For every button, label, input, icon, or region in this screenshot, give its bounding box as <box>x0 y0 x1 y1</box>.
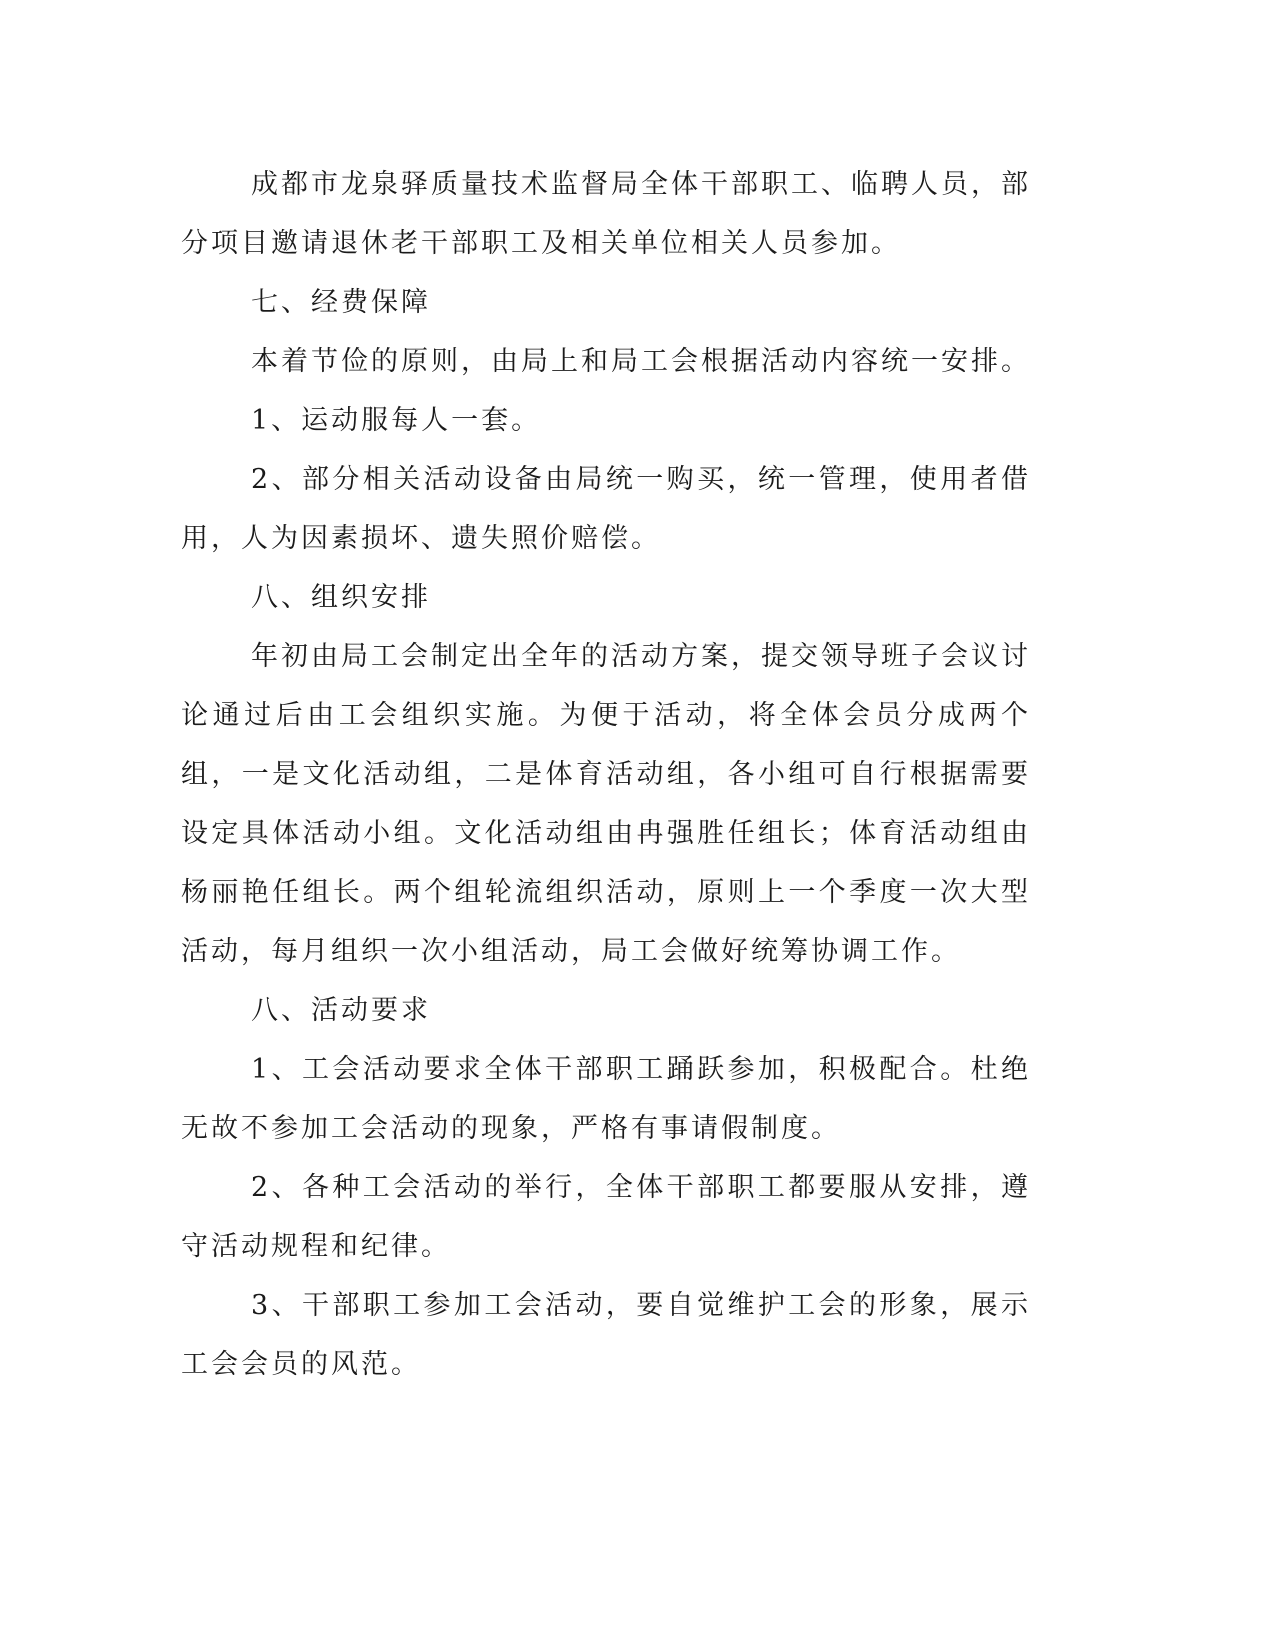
list-item-equipment: 2、部分相关活动设备由局统一购买，统一管理，使用者借用，人为因素损坏、遗失照价赔偿。 <box>181 464 1031 554</box>
document-body <box>181 155 1031 1394</box>
heading-organization: 八、组织安排 <box>251 582 431 613</box>
list-item-requirement-3: 3、干部职工参加工会活动，要自觉维护工会的形象，展示工会会员的风范。 <box>181 1290 1031 1380</box>
heading-funding: 七、经费保障 <box>251 287 431 318</box>
list-item-requirement-1: 1、工会活动要求全体干部职工踊跃参加，积极配合。杜绝无故不参加工会活动的现象，严格有事请假制度。 <box>181 1054 1031 1144</box>
list-item-sportswear: 1、运动服每人一套。 <box>251 405 542 436</box>
paragraph-organization: 年初由局工会制定出全年的活动方案，提交领导班子会议讨论通过后由工会组织实施。为便于活动，将全体会员分成两个组，一是文化活动组，二是体育活动组，各小组可自行根据需要设定具体活动小组。文化活动组由冉强胜任组长；体育活动组由杨丽艳任组长。两个组轮流组织活动，原则上一个季度一次大型活动，每月组织一次小组活动，局工会做好统筹协调工作。 <box>181 641 1031 967</box>
paragraph-participants: 成都市龙泉驿质量技术监督局全体干部职工、临聘人员，部分项目邀请退休老干部职工及相关单位相关人员参加。 <box>181 169 1031 259</box>
list-item-requirement-2: 2、各种工会活动的举行，全体干部职工都要服从安排，遵守活动规程和纪律。 <box>181 1172 1031 1262</box>
heading-requirements: 八、活动要求 <box>251 995 431 1026</box>
paragraph-funding-principle: 本着节俭的原则，由局上和局工会根据活动内容统一安排。 <box>251 346 1031 377</box>
